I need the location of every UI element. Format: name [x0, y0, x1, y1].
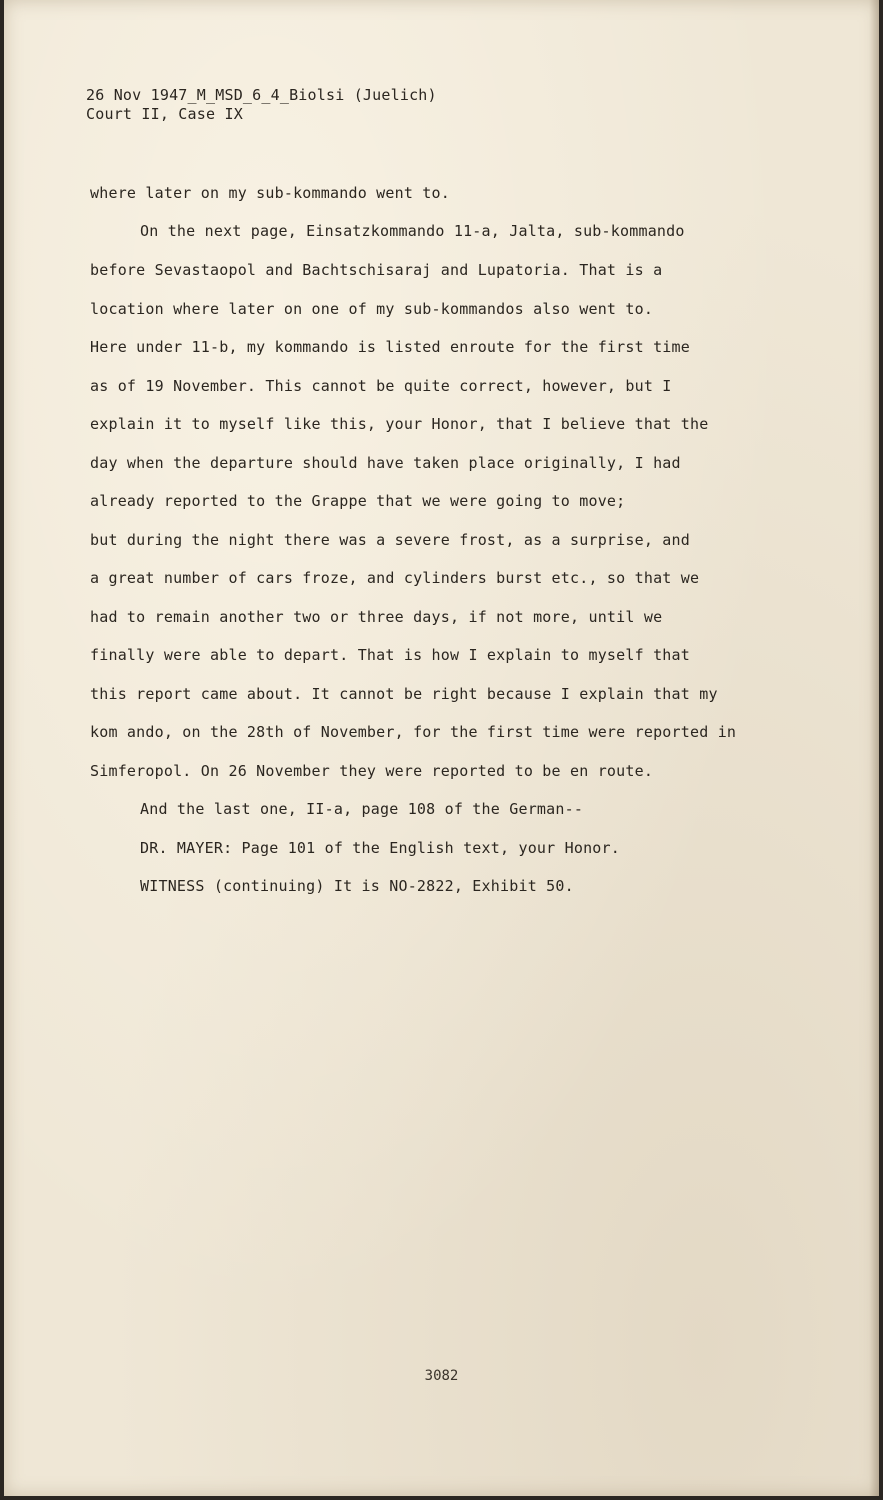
body-line: explain it to myself like this, your Honor, that I believe that the: [90, 415, 709, 433]
body-line: And the last one, II-a, page 108 of the German--: [140, 800, 584, 818]
body-line: kom ando, on the 28th of November, for the first time were reported in: [90, 723, 737, 741]
body-line: where later on my sub-kommando went to.: [90, 184, 450, 202]
body-line: day when the departure should have taken place originally, I had: [90, 454, 681, 472]
document-page: [4, 0, 879, 1496]
body-line: but during the night there was a severe frost, as a surprise, and: [90, 531, 690, 549]
body-line: as of 19 November. This cannot be quite correct, however, but I: [90, 377, 672, 395]
body-line: had to remain another two or three days, if not more, until we: [90, 608, 663, 626]
body-line: WITNESS (continuing) It is NO-2822, Exhibit 50.: [140, 877, 574, 895]
body-line: finally were able to depart. That is how I explain to myself that: [90, 646, 690, 664]
header-date-line: 26 Nov 1947_M_MSD_6_4_Biolsi (Juelich): [86, 86, 437, 104]
body-line: DR. MAYER: Page 101 of the English text, your Honor.: [140, 839, 620, 857]
body-line: location where later on one of my sub-kommandos also went to.: [90, 300, 654, 318]
body-line: this report came about. It cannot be right because I explain that my: [90, 685, 718, 703]
body-line: already reported to the Grappe that we were going to move;: [90, 492, 626, 510]
page-number: 3082: [424, 1368, 459, 1384]
body-line: before Sevastaopol and Bachtschisaraj and Lupatoria. That is a: [90, 261, 663, 279]
page-edge-shadow: [869, 0, 879, 1496]
header-court-line: Court II, Case IX: [86, 105, 243, 123]
body-line: On the next page, Einsatzkommando 11-a, Jalta, sub-kommando: [140, 222, 685, 240]
body-line: Here under 11-b, my kommando is listed enroute for the first time: [90, 338, 690, 356]
body-line: a great number of cars froze, and cylinders burst etc., so that we: [90, 569, 700, 587]
document-header: [86, 88, 437, 126]
body-line: Simferopol. On 26 November they were reported to be en route.: [90, 762, 654, 780]
